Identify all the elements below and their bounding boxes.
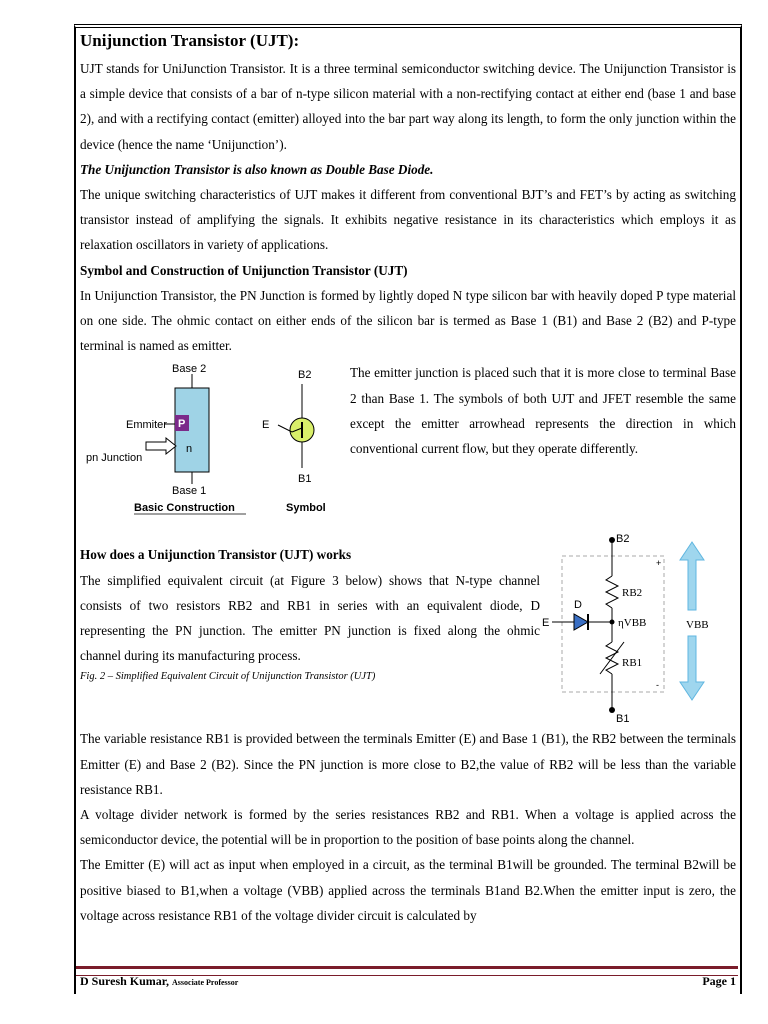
section-heading-works: How does a Unijunction Transistor (UJT) works [80, 547, 352, 563]
base1-label: Base 1 [172, 485, 207, 498]
document-body [80, 30, 736, 928]
vbb-label: VBB [686, 619, 709, 632]
rb1-label: RB1 [622, 657, 643, 670]
equivalent-circuit-paragraph: The simplified equivalent circuit (at Figure 3 below) shows that N-type channel consists of two resistors RB2 and RB1 in series with an equivalent diode, D representing the PN junction. The emitter PN junction is fixed along the ohmic channel during its manufacturing process. [80, 572, 540, 664]
p-label: P [178, 418, 186, 431]
double-base-note: The Unijunction Transistor is also known as Double Base Diode. [80, 161, 434, 177]
down-arrow-icon [680, 636, 704, 700]
page-title: Unijunction Transistor (UJT): [80, 31, 300, 50]
section-heading-construction: Symbol and Construction of Unijunction Transistor (UJT) [80, 262, 408, 278]
circuit-e-label: E [542, 617, 550, 630]
voltage-divider-paragraph: A voltage divider network is formed by the series resistances RB2 and RB1. When a voltage is applied across the semiconductor device, the potential will be in proportion to the position of base points along the channel. [80, 807, 736, 848]
rb2-label: RB2 [622, 587, 643, 600]
construction-paragraph: In Unijunction Transistor, the PN Junction is formed by lightly doped N type silicon bar with heavily doped P type material on one side. The ohmic contact on either ends of the silicon bar is termed as Base 1 (B1) and Base 2 (B2) and P-type terminal is named as emitter. [80, 287, 736, 354]
pn-arrow-icon [146, 438, 176, 454]
pn-junction-label: pn Junction [86, 452, 143, 465]
intro-paragraph: UJT stands for UniJunction Transistor. It is a three terminal semiconductor switching device. The Unijunction Transistor is a simple device that consists of a bar of n-type silicon material with a non-rectifying contact at either end (base 1 and base 2), and with a rectifying contact (emitter) alloyed into the bar part way along its length, to form the only junction within the device (hence the name ‘Unijunction’). [80, 61, 736, 152]
page-number: Page 1 [702, 974, 736, 988]
author-name: D Suresh Kumar, [80, 974, 170, 988]
construction-caption: Basic Construction [134, 502, 235, 515]
ujt-construction-figure [80, 360, 350, 520]
circuit-b1-label: B1 [616, 713, 630, 726]
diode-label: D [574, 599, 582, 612]
equivalent-circuit-figure [540, 526, 736, 726]
figure2-caption: Fig. 2 – Simplified Equivalent Circuit of Unijunction Transistor (UJT) [80, 671, 376, 683]
plus-sign: + [656, 558, 662, 569]
symbol-b1-label: B1 [298, 473, 312, 486]
variable-resistance-paragraph: The variable resistance RB1 is provided between the terminals Emitter (E) and Base 1 (B1), the RB2 between the terminals Emitter (E) and Base 2 (B2). Since the PN junction is more close to B2,the value of RB2 will be less than the variable resistance RB1. [80, 731, 736, 797]
eta-vbb-label: ηVBB [618, 617, 647, 630]
diode-icon [574, 614, 588, 630]
n-label: n [186, 443, 193, 456]
circuit-b2-label: B2 [616, 533, 630, 546]
author-role: Associate Professor [172, 978, 239, 987]
symbol-caption: Symbol [286, 502, 326, 515]
emitter-label: Emmiter [126, 419, 167, 432]
characteristics-paragraph: The unique switching characteristics of UJT makes it different from conventional BJT’s and FET’s by acting as switching transistor instead of amplifying the signals. It exhibits negative resistance in its characteristics which employs it as relaxation oscillators in variety of applications. [80, 187, 736, 253]
symbol-e-label: E [262, 419, 270, 432]
emitter-input-paragraph: The Emitter (E) will act as input when employed in a circuit, as the terminal B1will be grounded. The terminal B2will be positive biased to B1,when a voltage (VBB) applied across the terminals B1and B2.When the emitter input is zero, the voltage across resistance RB1 of the voltage divider circuit is calculated by [80, 857, 736, 923]
symbol-b2-label: B2 [298, 369, 312, 382]
emitter-placement-paragraph: The emitter junction is placed such that it is more close to terminal Base 2 than Base 1. The symbols of both UJT and JFET resemble the same except the emitter arrowhead represents the direction in which conventional current flow, but they operate differently. [350, 365, 736, 457]
page-footer [80, 974, 736, 989]
minus-sign: - [656, 680, 659, 691]
up-arrow-icon [680, 542, 704, 610]
base2-label: Base 2 [172, 363, 207, 376]
